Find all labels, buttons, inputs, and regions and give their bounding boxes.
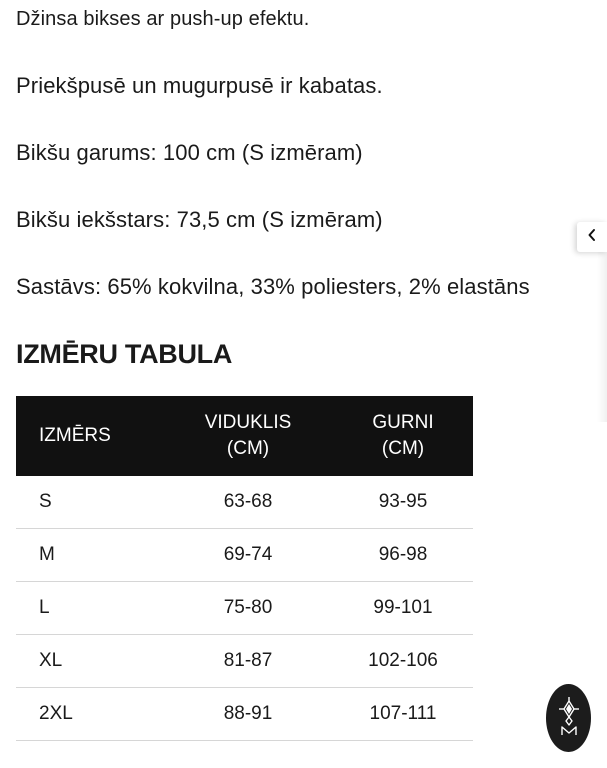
cell-hips: 96-98	[333, 529, 473, 582]
description-line-2: Priekšpusē un mugurpusē ir kabatas.	[16, 73, 383, 98]
brand-logo-icon	[554, 693, 584, 744]
cell-size: XL	[16, 635, 163, 688]
cell-hips: 99-101	[333, 582, 473, 635]
table-row	[16, 635, 473, 688]
cell-waist: 63-68	[163, 476, 333, 529]
size-chart-heading: IZMĒRU TABULA	[16, 339, 233, 369]
header-hips: GURNI (CM)	[333, 396, 473, 476]
header-size: IZMĒRS	[16, 396, 163, 476]
cell-waist: 69-74	[163, 529, 333, 582]
table-row	[16, 582, 473, 635]
description-line-4: Bikšu iekšstars: 73,5 cm (S izmēram)	[16, 207, 383, 232]
size-chart-header-row	[16, 396, 473, 476]
description-line-5: Sastāvs: 65% kokvilna, 33% poliesters, 2% elastāns	[16, 274, 530, 299]
header-waist: VIDUKLIS (CM)	[163, 396, 333, 476]
size-chart-table	[16, 396, 473, 741]
cell-size: 2XL	[16, 688, 163, 741]
description-line-3: Bikšu garums: 100 cm (S izmēram)	[16, 140, 363, 165]
cell-hips: 107-111	[333, 688, 473, 741]
cell-waist: 81-87	[163, 635, 333, 688]
cell-waist: 88-91	[163, 688, 333, 741]
cell-size: M	[16, 529, 163, 582]
chevron-left-icon	[587, 228, 597, 247]
cell-size: L	[16, 582, 163, 635]
cell-hips: 102-106	[333, 635, 473, 688]
cell-waist: 75-80	[163, 582, 333, 635]
table-row	[16, 688, 473, 741]
table-row	[16, 529, 473, 582]
brand-logo-button[interactable]	[546, 684, 591, 752]
side-panel-toggle-button[interactable]	[577, 222, 607, 252]
table-row	[16, 476, 473, 529]
side-panel-shadow	[597, 252, 607, 422]
description-line-1: Džinsa bikses ar push-up efektu.	[16, 8, 310, 30]
cell-size: S	[16, 476, 163, 529]
cell-hips: 93-95	[333, 476, 473, 529]
